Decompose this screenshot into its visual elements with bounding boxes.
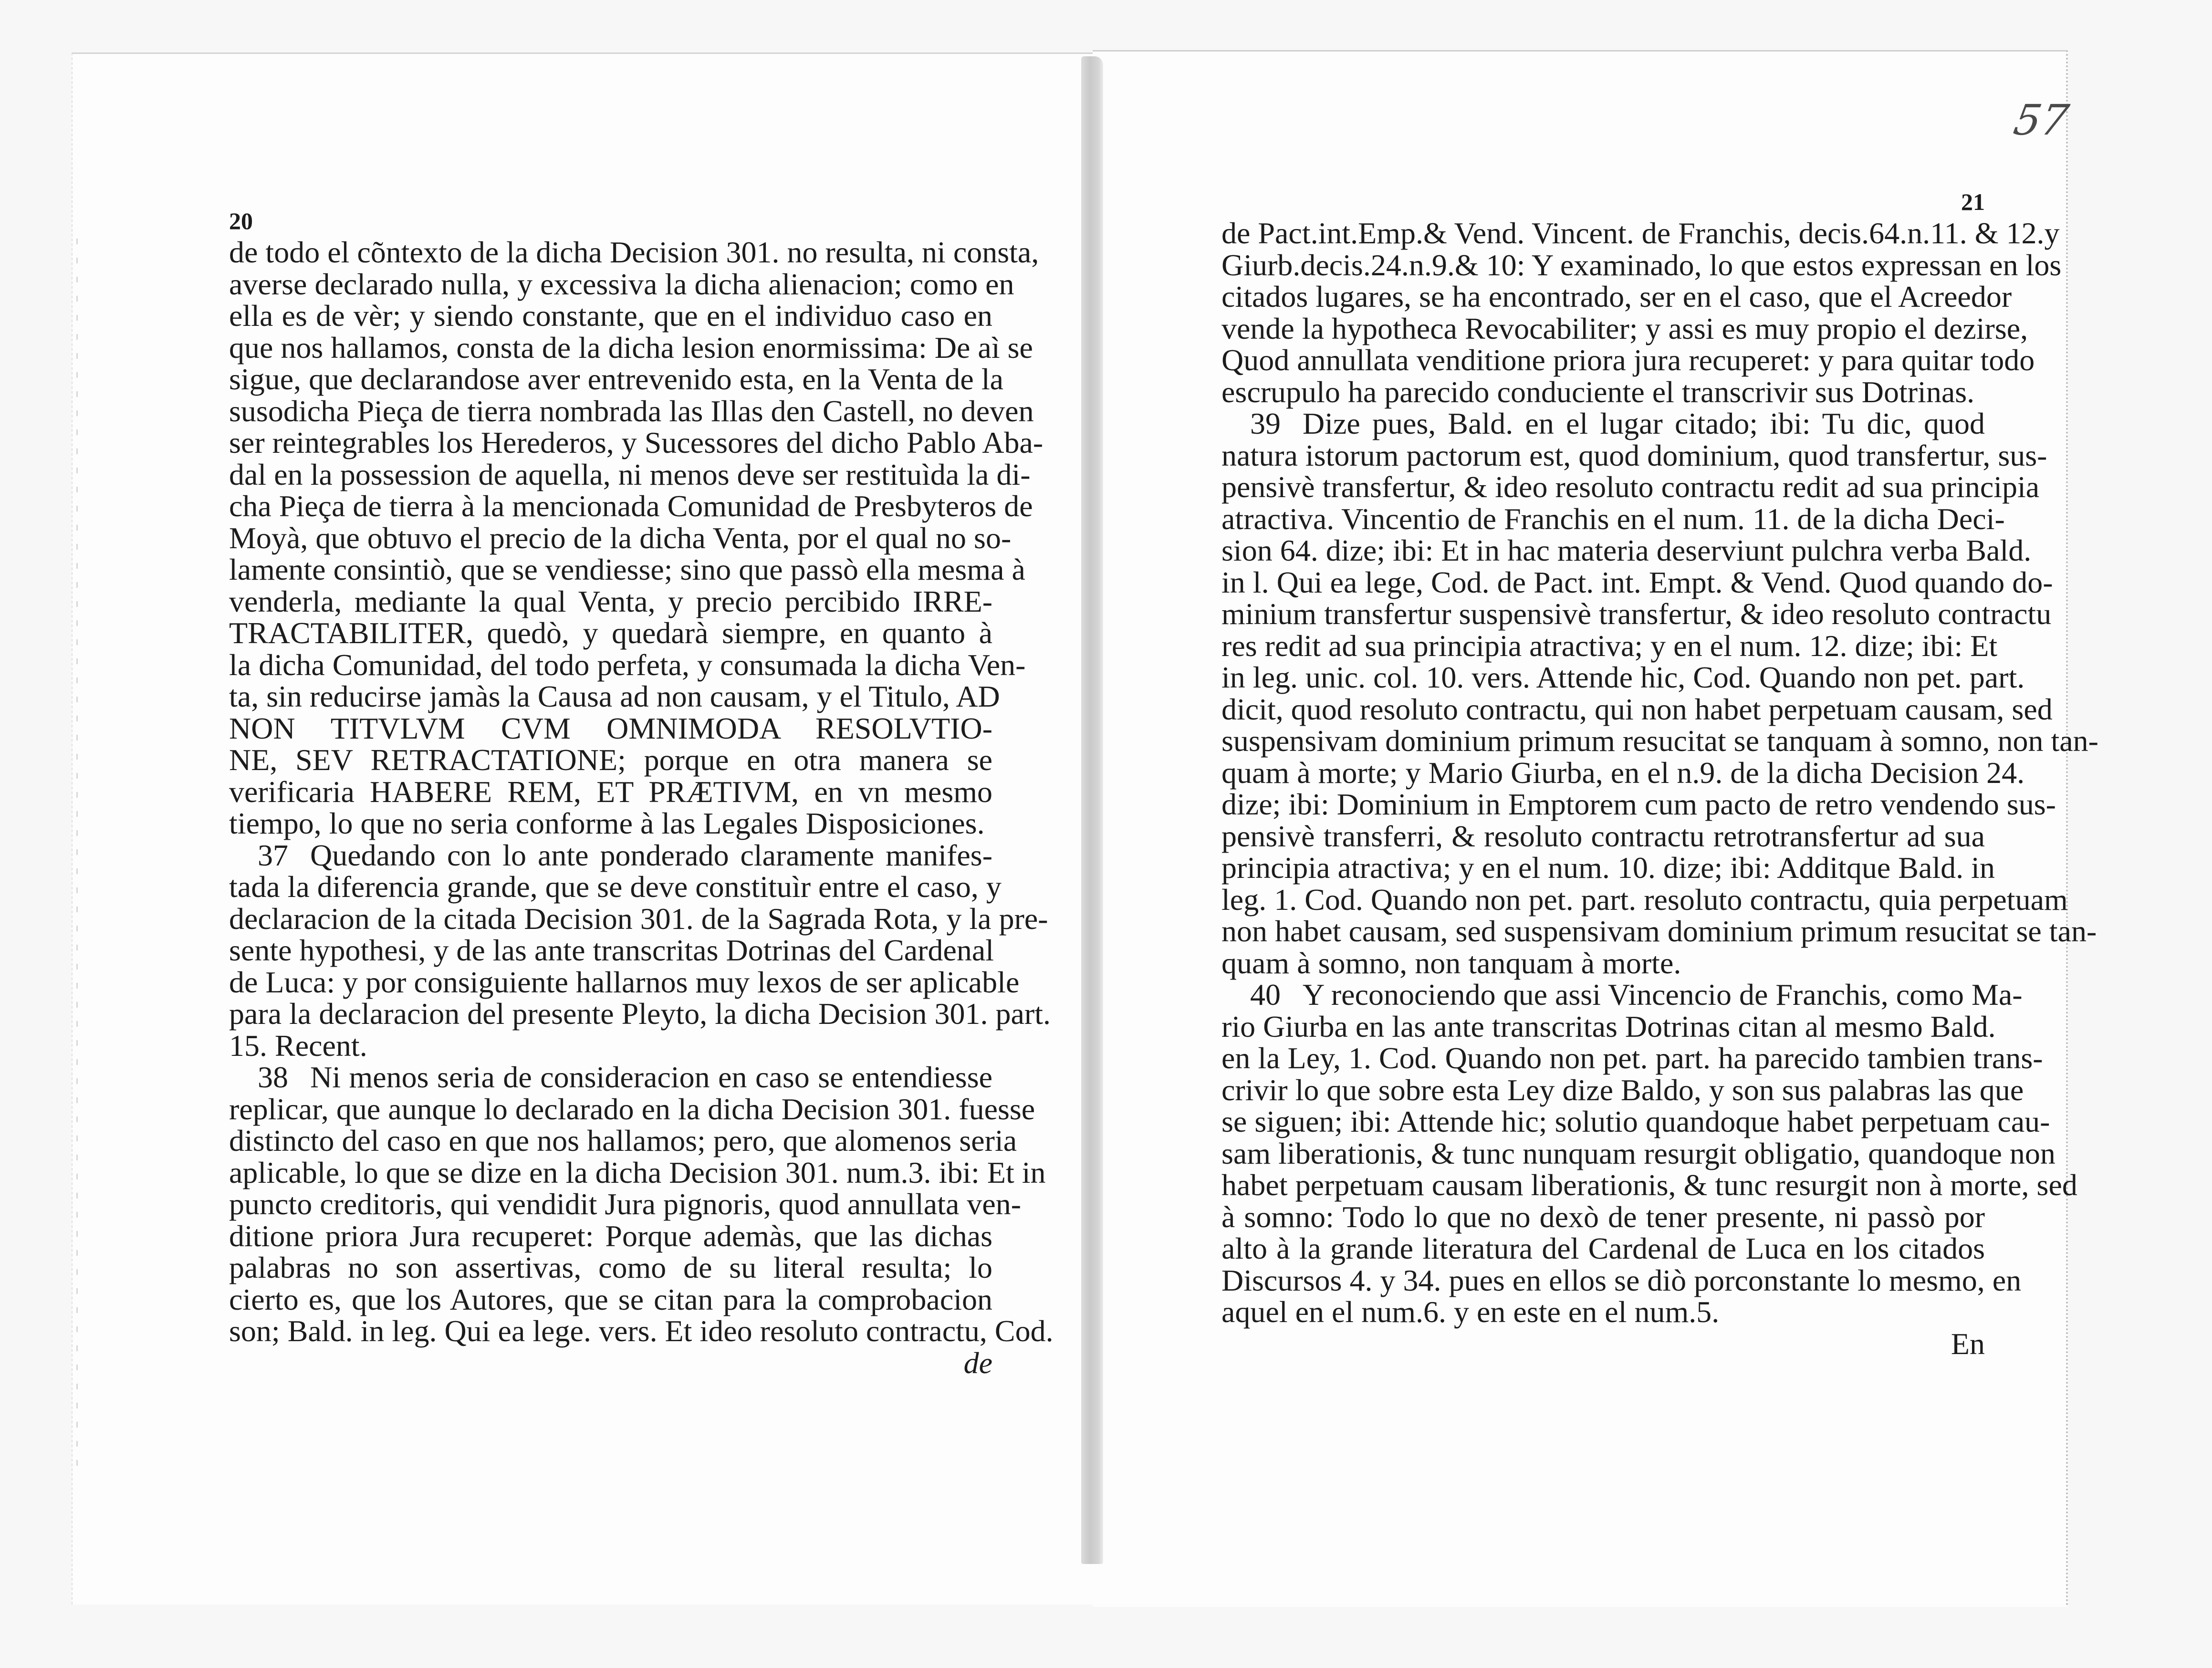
text-line: dal en la possession de aquella, ni menos deve ser restituìda la di- [229, 457, 1031, 491]
text-line: Giurb.decis.24.n.9.& 10: Y examinado, lo que estos expressan en los [1221, 248, 2062, 282]
text-line: NE, SEV RETRACTATIONE; porque en otra manera se [229, 743, 992, 777]
text-line: quam à morte; y Mario Giurba, en el n.9. de la dicha Decision 24. [1221, 755, 2025, 790]
text-line: en la Ley, 1. Cod. Quando non pet. part. ha parecido tambien trans- [1221, 1041, 2043, 1075]
text-line: que nos hallamos, consta de la dicha lesion enormissima: De aì se [229, 330, 1033, 365]
text-line: Moyà, que obtuvo el precio de la dicha Venta, por el qual no so- [229, 521, 1012, 555]
text-line: sam liberationis, & tunc nunquam resurgit obligatio, quandoque non [1221, 1136, 2055, 1170]
text-line: 40 Y reconociendo que assi Vincencio de Franchis, como Ma- [1221, 979, 1985, 1011]
text-line: sente hypothesi, y de las ante transcritas Dotrinas del Cardenal [229, 933, 994, 967]
page-number: 21 [1961, 188, 1985, 215]
text-line: ditione priora Jura recuperet: Porque ademàs, que las dichas [229, 1219, 992, 1253]
text-line: 37 Quedando con lo ante ponderado claramente manifes- [229, 840, 992, 872]
catchword: de [963, 1345, 992, 1380]
text-line: lamente consintiò, que se vendiesse; sino que passò ella mesma à [229, 553, 1025, 586]
text-line: à somno: Todo lo que no dexò de tener presente, ni passò por [1221, 1199, 1985, 1234]
text-line: cierto es, que los Autores, que se citan para la comprobacion [229, 1282, 992, 1316]
text-line: averse declarado nulla, y excessiva la dicha alienacion; como en [229, 267, 1014, 301]
text-line: habet perpetuam causam liberationis, & tunc resurgit non à morte, sed [1221, 1168, 2077, 1202]
text-line: escrupulo ha parecido conduciente el transcrivir sus Dotrinas. [1221, 375, 1975, 409]
text-line: replicar, que aunque lo declarado en la dicha Decision 301. fuesse [229, 1092, 1035, 1126]
handwritten-folio-number: 57 [2010, 95, 2073, 145]
text-line: res redit ad sua principia atractiva; y en el num. 12. dize; ibi: Et [1221, 628, 1998, 663]
text-line: de todo el cõntexto de la dicha Decision 301. no resulta, ni consta, [229, 235, 1039, 269]
text-line: aquel en el num.6. y en este en el num.5. [1221, 1295, 1720, 1329]
text-line: palabras no son assertivas, como de su literal resulta; lo [229, 1251, 992, 1284]
text-line: NON TITVLVM CVM OMNIMODA RESOLVTIO- [229, 711, 992, 745]
text-line: pensivè transfertur, & ideo resoluto contractu redit ad sua principia [1221, 470, 2040, 504]
text-line: non habet causam, sed suspensivam dominium primum resucitat se tan- [1221, 914, 2097, 948]
text-line: cha Pieça de tierra à la mencionada Comunidad de Presbyteros de [229, 489, 1033, 523]
text-line: TRACTABILITER, quedò, y quedarà siempre, en quanto à [229, 616, 992, 650]
text-line: Quod annullata venditione priora jura recuperet: y para quitar todo [1221, 343, 2035, 377]
text-line: vende la hypotheca Revocabiliter; y assi es muy propio el dezirse, [1221, 311, 2028, 345]
text-line: puncto creditoris, qui vendidit Jura pignoris, quod annullata ven- [229, 1187, 1022, 1221]
text-line: leg. 1. Cod. Quando non pet. part. resoluto contractu, quia perpetuam [1221, 882, 2068, 917]
text-line: distincto del caso en que nos hallamos; pero, que alomenos seria [229, 1124, 1017, 1157]
right-lines [1221, 216, 2098, 1329]
text-line: declaracion de la citada Decision 301. de la Sagrada Rota, y la pre- [229, 901, 1048, 936]
text-line: pensivè transferri, & resoluto contractu retrotransfertur ad sua [1221, 819, 1985, 853]
text-line: citados lugares, se ha encontrado, ser en el caso, que el Acreedor [1221, 280, 2012, 313]
text-line: natura istorum pactorum est, quod dominium, quod transfertur, sus- [1221, 438, 2047, 472]
page-number: 20 [229, 208, 253, 234]
text-line: se siguen; ibi: Attende hic; solutio quandoque habet perpetuam cau- [1221, 1105, 2050, 1138]
text-line: principia atractiva; y en el num. 10. dize; ibi: Additque Bald. in [1221, 851, 1995, 885]
left-page-text [229, 205, 1054, 1380]
text-line: 15. Recent. [229, 1028, 367, 1063]
text-line: verificaria HABERE REM, ET PRÆTIVM, en vn mesmo [229, 774, 992, 809]
text-line: tiempo, lo que no seria conforme à las Legales Disposiciones. [229, 806, 985, 840]
text-line: Discursos 4. y 34. pues en ellos se diò porconstante lo mesmo, en [1221, 1263, 2022, 1297]
text-line: para la declaracion del presente Pleyto, la dicha Decision 301. part. [229, 997, 1051, 1031]
text-line: venderla, mediante la qual Venta, y precio percibido IRRE- [229, 584, 992, 618]
text-line: ta, sin reducirse jamàs la Causa ad non causam, y el Titulo, AD [229, 679, 1000, 713]
text-line: son; Bald. in leg. Qui ea lege. vers. Et ideo resoluto contractu, Cod. [229, 1314, 1054, 1348]
book-gutter [1081, 56, 1103, 1564]
text-line: de Luca: y por consiguiente hallarnos muy lexos de ser aplicable [229, 965, 1020, 999]
text-line: atractiva. Vincentio de Franchis en el num. 11. de la dicha Deci- [1221, 501, 2005, 536]
text-line: de Pact.int.Emp.& Vend. Vincent. de Franchis, decis.64.n.11. & 12.y [1221, 216, 2060, 250]
text-line: in leg. unic. col. 10. vers. Attende hic, Cod. Quando non pet. part. [1221, 660, 2025, 694]
text-line: sigue, que declarandose aver entrevenido esta, en la Venta de la [229, 362, 1003, 396]
text-line: suspensivam dominium primum resucitat se tanquam à somno, non tan- [1221, 724, 2098, 758]
text-line: quam à somno, non tanquam à morte. [1221, 946, 1681, 980]
right-page-text [1221, 186, 2098, 1361]
text-line: sion 64. dize; ibi: Et in hac materia deserviunt pulchra verba Bald. [1221, 533, 2032, 567]
text-line: 38 Ni menos seria de consideracion en caso se entendiesse [229, 1062, 992, 1094]
paragraph-number: 38 [258, 1060, 288, 1094]
left-lines [229, 235, 1054, 1348]
page-edge-marks [76, 239, 78, 1479]
paragraph-number: 37 [258, 838, 288, 872]
text-line: rio Giurba en las ante transcritas Dotrinas citan al mesmo Bald. [1221, 1009, 1996, 1043]
text-line: crivir lo que sobre esta Ley dize Baldo, y son sus palabras las que [1221, 1073, 2024, 1107]
text-line: la dicha Comunidad, del todo perfeta, y consumada la dicha Ven- [229, 647, 1026, 682]
text-line: minium transfertur suspensivè transfertur, & ideo resoluto contractu [1221, 597, 2052, 631]
paragraph-number: 39 [1250, 407, 1281, 440]
text-line: aplicable, lo que se dize en la dicha Decision 301. num.3. ibi: Et in [229, 1155, 1046, 1189]
text-line: dize; ibi: Dominium in Emptorem cum pacto de retro vendendo sus- [1221, 787, 2056, 821]
paragraph-number: 40 [1250, 978, 1281, 1011]
text-line: alto à la grande literatura del Cardenal de Luca en los citados [1221, 1231, 1985, 1265]
catchword: En [1951, 1326, 1985, 1361]
text-line: tada la diferencia grande, que se deve constituìr entre el caso, y [229, 870, 1002, 904]
text-line: ella es de vèr; y siendo constante, que en el individuo caso en [229, 299, 992, 333]
text-line: dicit, quod resoluto contractu, qui non habet perpetuam causam, sed [1221, 692, 2053, 726]
text-line: in l. Qui ea lege, Cod. de Pact. int. Empt. & Vend. Quod quando do- [1221, 565, 2053, 599]
text-line: 39 Dize pues, Bald. en el lugar citado; ibi: Tu dic, quod [1221, 408, 1985, 440]
text-line: ser reintegrables los Herederos, y Sucessores del dicho Pablo Aba- [229, 426, 1043, 459]
text-line: susodicha Pieça de tierra nombrada las Illas den Castell, no deven [229, 394, 1034, 428]
